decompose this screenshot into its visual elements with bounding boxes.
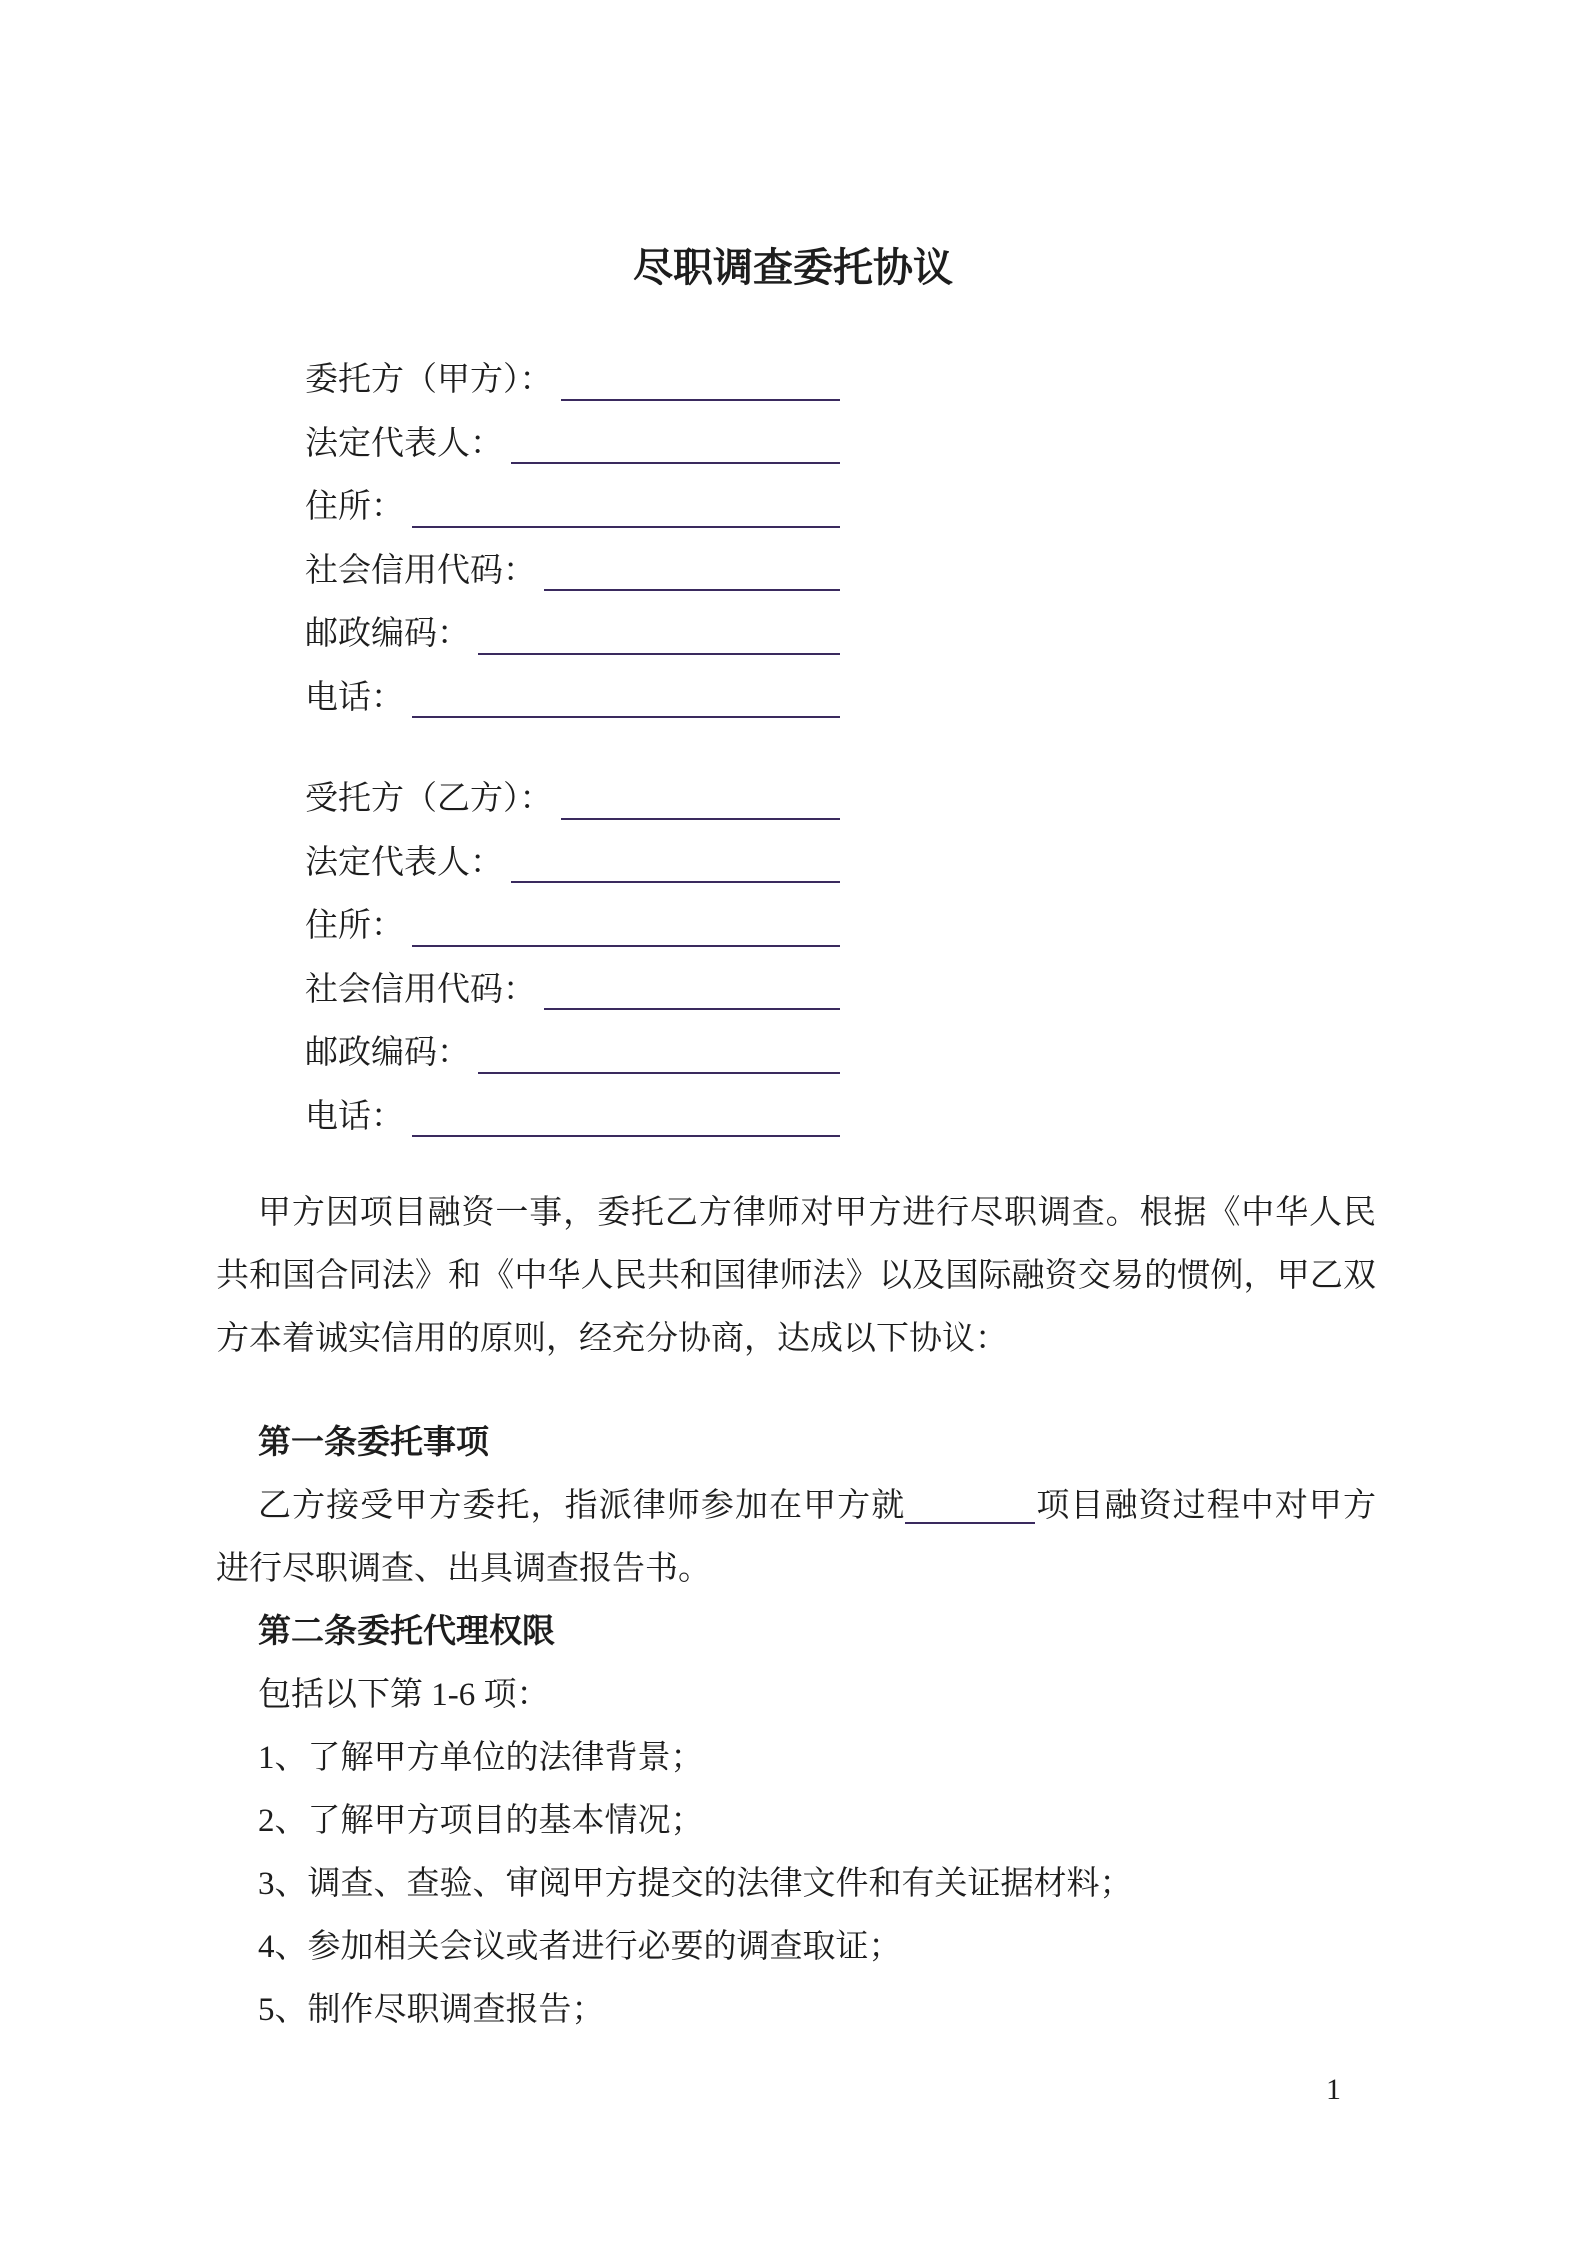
fill-in-line: [544, 959, 840, 1011]
fill-in-line: [544, 540, 840, 592]
field-label: 法定代表人：: [305, 425, 503, 462]
field-label: 电话：: [305, 679, 404, 716]
document-title: 尽职调查委托协议: [633, 245, 953, 290]
section-1-text-before-blank: 乙方接受甲方委托，指派律师参加在甲方就: [258, 1488, 906, 1524]
section-2-item-5: 5、制作尽职调查报告；: [258, 1992, 605, 2028]
intro-paragraph: 甲方因项目融资一事，委托乙方律师对甲方进行尽职调查。根据《中华人民共和国合同法》和《中华人民共和国律师法》以及国际融资交易的惯例，甲乙双方本着诚实信用的原则，经充分协商，达成以下协议：: [216, 1195, 1376, 1357]
fill-in-line: [561, 349, 841, 401]
party-b-info-block: [305, 768, 840, 1149]
form-row-party-a-postal-code: [305, 603, 840, 667]
form-row-party-a-phone: [305, 667, 840, 731]
fill-in-line: [412, 895, 840, 947]
form-row-party-b-legal-representative: [305, 832, 840, 896]
section-2-item-1: 1、了解甲方单位的法律背景；: [258, 1740, 704, 1776]
section-2-item-2: 2、了解甲方项目的基本情况；: [258, 1803, 704, 1839]
section-1-heading: 第一条委托事项: [258, 1425, 489, 1461]
field-label: 住所：: [305, 489, 404, 525]
form-row-party-b-phone: [305, 1086, 840, 1150]
field-label: 法定代表人：: [305, 844, 503, 881]
fill-in-line: [561, 768, 841, 820]
fill-in-line: [478, 1022, 840, 1074]
fill-in-line: [478, 603, 840, 655]
party-a-info-block: [305, 349, 840, 730]
form-row-party-b-name: [305, 768, 840, 832]
form-row-party-a-name: [305, 349, 840, 413]
field-label: 邮政编码：: [305, 1035, 470, 1071]
field-label: 住所：: [305, 908, 404, 944]
section-2-item-4: 4、参加相关会议或者进行必要的调查取证；: [258, 1929, 902, 1965]
field-label: 社会信用代码：: [305, 971, 536, 1008]
section-2-heading: 第二条委托代理权限: [258, 1614, 555, 1650]
field-label: 电话：: [305, 1098, 404, 1135]
form-row-party-b-address: [305, 895, 840, 959]
fill-in-line: [412, 667, 840, 719]
form-row-party-a-legal-representative: [305, 413, 840, 477]
fill-in-line: [412, 1086, 840, 1138]
field-label: 邮政编码：: [305, 616, 470, 652]
fill-in-line: [412, 476, 840, 528]
section-1-text-after-blank: 项目融资过程中对甲方进行尽职调查、出具调查报告书。: [216, 1488, 1377, 1587]
section-1-paragraph: [216, 1475, 1376, 1601]
project-name-blank: [905, 1492, 1035, 1524]
fill-in-line: [511, 832, 840, 884]
section-2-intro: 包括以下第 1-6 项：: [258, 1677, 550, 1713]
fill-in-line: [511, 413, 840, 465]
section-2-item-3: 3、调查、查验、审阅甲方提交的法律文件和有关证据材料；: [258, 1866, 1133, 1902]
form-row-party-a-address: [305, 476, 840, 540]
form-row-party-a-credit-code: [305, 540, 840, 604]
form-row-party-b-credit-code: [305, 959, 840, 1023]
field-label: 受托方（乙方）：: [305, 781, 553, 817]
field-label: 委托方（甲方）：: [305, 362, 553, 398]
page-number: 1: [1326, 2073, 1341, 2106]
form-row-party-b-postal-code: [305, 1022, 840, 1086]
field-label: 社会信用代码：: [305, 552, 536, 589]
